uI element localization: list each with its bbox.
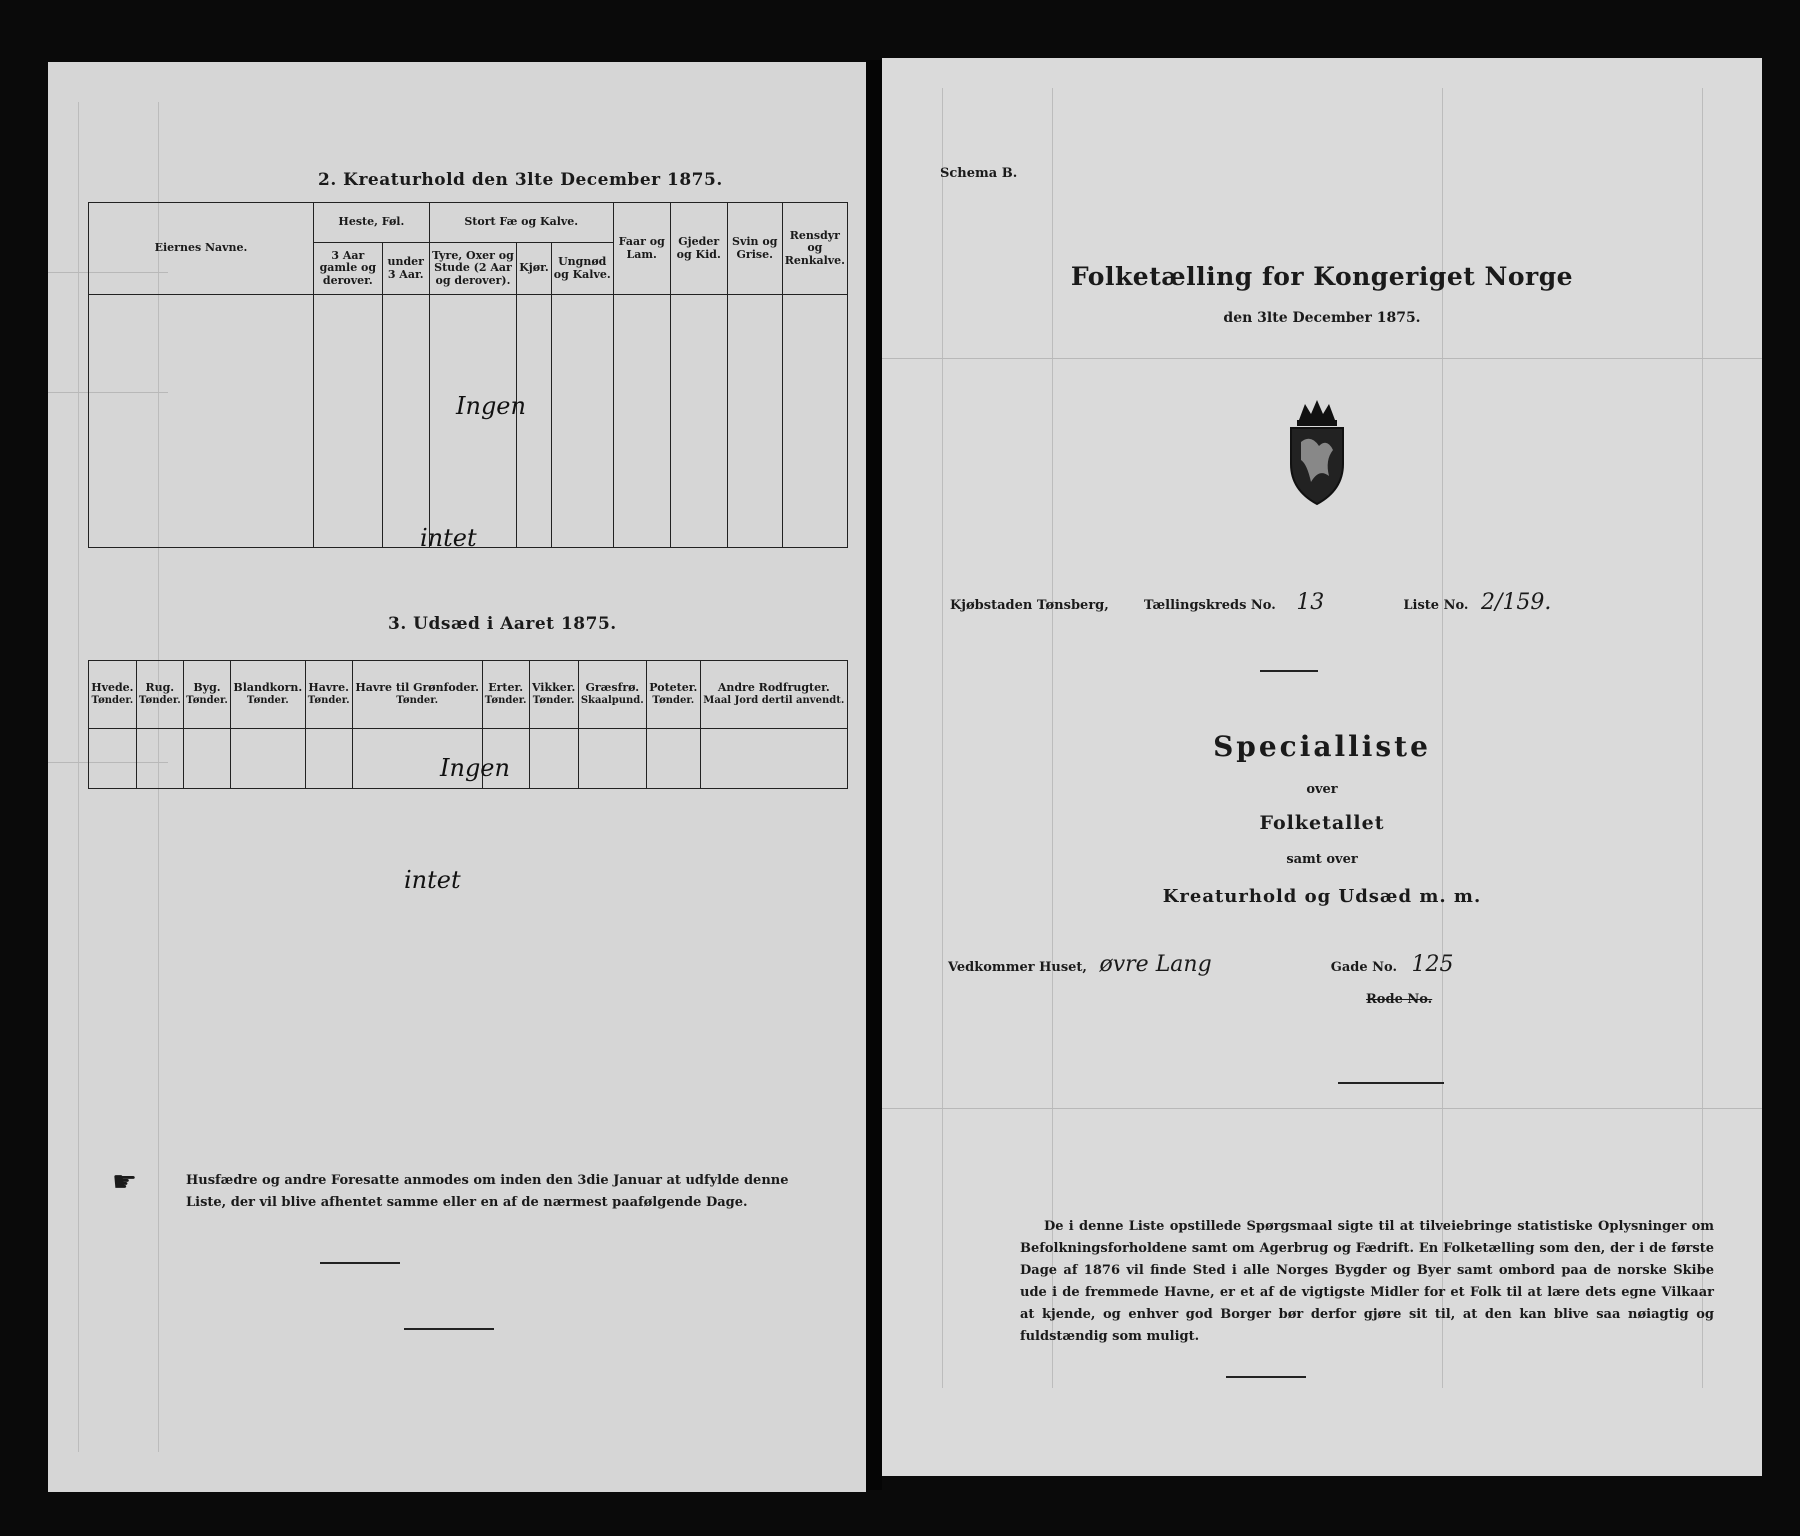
coat-of-arms-icon — [1277, 398, 1357, 508]
house-line — [948, 952, 1748, 977]
livestock-handwritten-entry: Ingen — [456, 392, 526, 420]
livestock-note: intet — [420, 524, 477, 552]
divider — [1260, 670, 1318, 672]
seed-col-2: Byg. Tønder. — [183, 661, 230, 729]
divider — [404, 1328, 494, 1330]
fae-sub1: Tyre, Oxer og Stude (2 Aar og derover). — [429, 243, 516, 295]
heste-sub2: under 3 Aar. — [382, 243, 429, 295]
intro-paragraph: De i denne Liste opstillede Spørgsmaal sigte til at tilveiebringe statistiske Oplysninger om Befolkningsforholdene samt om Agerbrug og Fædrift. En Folketælling som den, der i de første Dage af 1876 vil finde Sted i alle Norges Bygder og Byer samt ombord paa de norske Skibe ude i de fremmede Havne, er et af de vigtigste Midler for et Folk til at lære dets egne Vilkaar at kjende, og enhver god Borger bør derfor gjøre sit til, at den kan blive saa nøiagtig og fuldstændig som muligt. — [1020, 1219, 1714, 1344]
seed-col-1: Rug. Tønder. — [136, 661, 183, 729]
seed-col-5: Havre til Grønfoder. Tønder. — [352, 661, 482, 729]
seed-col-7: Vikker. Tønder. — [529, 661, 578, 729]
seed-col-9: Poteter. Tønder. — [647, 661, 701, 729]
faar-header: Faar og Lam. — [613, 203, 670, 295]
table-row — [89, 295, 848, 548]
book-spine — [866, 60, 882, 1490]
kjobstad-label: Kjøbstaden Tønsberg, — [950, 598, 1109, 613]
section2-heading: 2. Kreaturhold den 3lte December 1875. — [318, 170, 723, 190]
kreds-value: 13 — [1296, 590, 1325, 615]
seed-col-4: Havre. Tønder. — [305, 661, 352, 729]
instruction-notice: Husfædre og andre Foresatte anmodes om inden den 3die Januar at udfylde denne Liste, der vil blive afhentet samme eller en af de nærmest paafølgende Dage. — [186, 1173, 789, 1210]
folketallet-text: Folketallet — [1259, 812, 1385, 834]
left-page — [48, 62, 866, 1492]
heste-header: Heste, Føl. — [314, 203, 430, 243]
liste-value: 2/159. — [1480, 590, 1552, 615]
owner-header: Eiernes Navne. — [89, 203, 314, 295]
divider — [320, 1262, 400, 1264]
seed-col-8: Græsfrø. Skaalpund. — [578, 661, 647, 729]
livestock-table — [88, 202, 848, 548]
rensdyr-header: Rensdyr og Renkalve. — [782, 203, 847, 295]
gjeder-header: Gjeder og Kid. — [670, 203, 727, 295]
svin-header: Svin og Grise. — [727, 203, 782, 295]
rode-label: Rode No. — [1366, 992, 1433, 1007]
schema-label: Schema B. — [940, 166, 1018, 181]
right-page — [882, 58, 1762, 1476]
liste-label: Liste No. — [1403, 598, 1469, 613]
location-line — [950, 590, 1750, 615]
pointing-hand-icon: ☛ — [112, 1165, 138, 1198]
seed-handwritten-entry: Ingen — [440, 754, 510, 782]
gade-label: Gade No. — [1330, 960, 1397, 975]
over-text: over — [1306, 782, 1338, 797]
divider — [1226, 1376, 1306, 1378]
heste-sub1: 3 Aar gamle og derover. — [314, 243, 383, 295]
special-title: Specialliste — [1213, 730, 1431, 763]
seed-col-0: Hvede. Tønder. — [89, 661, 137, 729]
page-title: Folketælling for Kongeriget Norge — [1070, 262, 1574, 291]
stort-fae-header: Stort Fæ og Kalve. — [429, 203, 613, 243]
gade-value: 125 — [1411, 952, 1454, 977]
kreaturhold-text: Kreaturhold og Udsæd m. m. — [1162, 886, 1482, 907]
vedkommer-label: Vedkommer Huset, — [948, 960, 1087, 975]
samt-over-text: samt over — [1286, 852, 1358, 867]
kreds-label: Tællingskreds No. — [1143, 598, 1276, 613]
seed-note: intet — [404, 866, 461, 894]
fae-sub2: Kjør. — [517, 243, 552, 295]
divider — [1338, 1082, 1444, 1084]
section3-heading: 3. Udsæd i Aaret 1875. — [388, 614, 617, 634]
seed-col-3: Blandkorn. Tønder. — [231, 661, 306, 729]
vedkommer-value: øvre Lang — [1099, 952, 1212, 977]
seed-col-10: Andre Rodfrugter. Maal Jord dertil anvendt. — [700, 661, 847, 729]
census-date: den 3lte December 1875. — [1223, 310, 1421, 326]
seed-col-6: Erter. Tønder. — [482, 661, 529, 729]
fae-sub3: Ungnød og Kalve. — [551, 243, 613, 295]
